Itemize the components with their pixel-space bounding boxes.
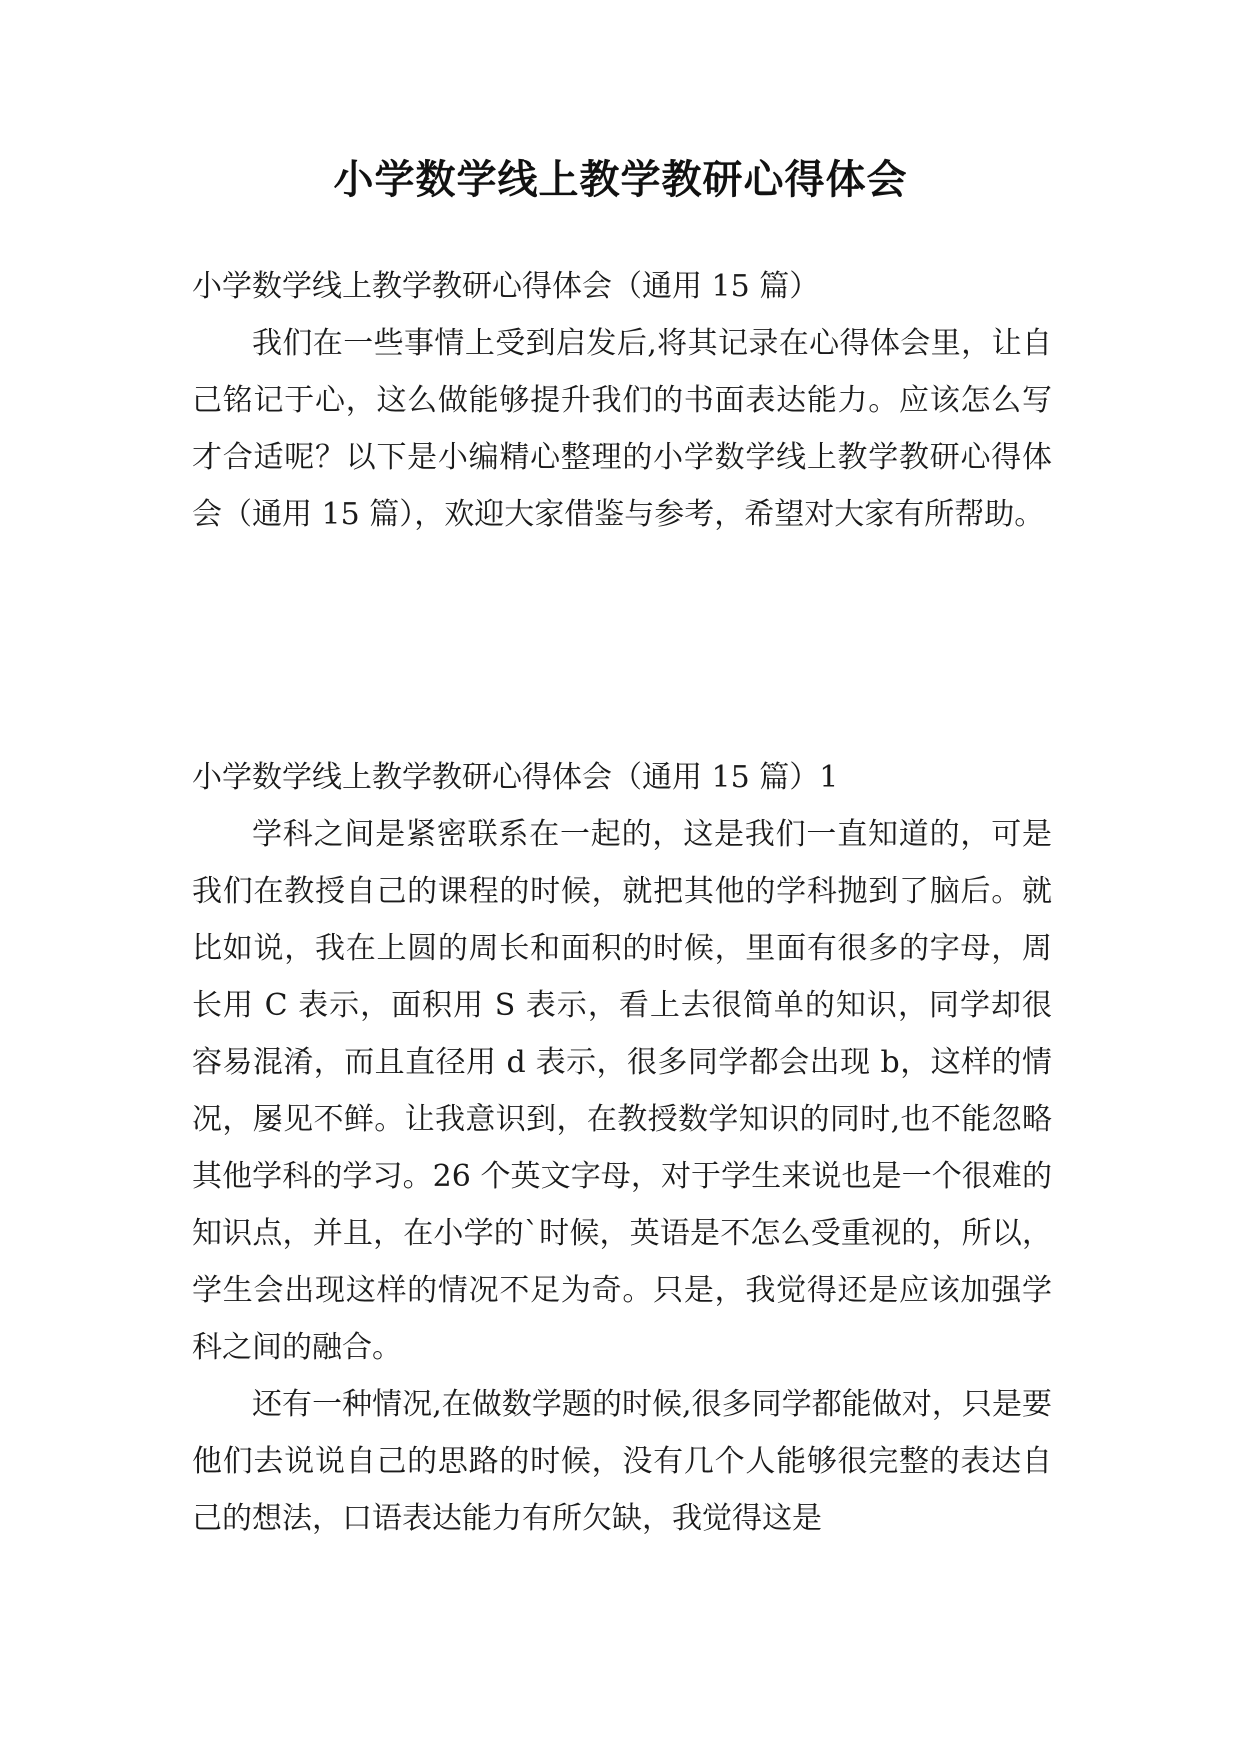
intro-section (192, 258, 1052, 543)
article-section-1 (192, 749, 1052, 1547)
document-title: 小学数学线上教学教研心得体会 (333, 157, 908, 203)
intro-heading: 小学数学线上教学教研心得体会（通用 15 篇） (192, 269, 820, 304)
section-1-heading: 小学数学线上教学教研心得体会（通用 15 篇）1 (192, 760, 839, 795)
section-1-paragraph-2: 还有一种情况,在做数学题的时候,很多同学都能做对，只是要他们去说说自己的思路的时候，没有几个人能够很完整的表达自己的想法，口语表达能力有所欠缺，我觉得这是 (192, 1387, 1052, 1536)
section-1-paragraph-1: 学科之间是紧密联系在一起的，这是我们一直知道的，可是我们在教授自己的课程的时候，就把其他的学科抛到了脑后。就比如说，我在上圆的周长和面积的时候，里面有很多的字母，周长用 C 表示，面积用 S 表示，看上去很简单的知识，同学却很容易混淆，而且直径用 d 表示，很多同学都会出现 b，这样的情况，屡见不鲜。让我意识到，在教授数学知识的同时,也不能忽略其他学科的学习。26 个英文字母，对于学生来说也是一个很难的知识点，并且，在小学的`时候，英语是不怎么受重视的，所以，学生会出现这样的情况不足为奇。只是，我觉得还是应该加强学科之间的融合。 (192, 817, 1052, 1365)
intro-paragraph: 我们在一些事情上受到启发后,将其记录在心得体会里，让自己铭记于心，这么做能够提升我们的书面表达能力。应该怎么写才合适呢？以下是小编精心整理的小学数学线上教学教研心得体会（通用 15 篇），欢迎大家借鉴与参考，希望对大家有所帮助。 (192, 326, 1052, 532)
